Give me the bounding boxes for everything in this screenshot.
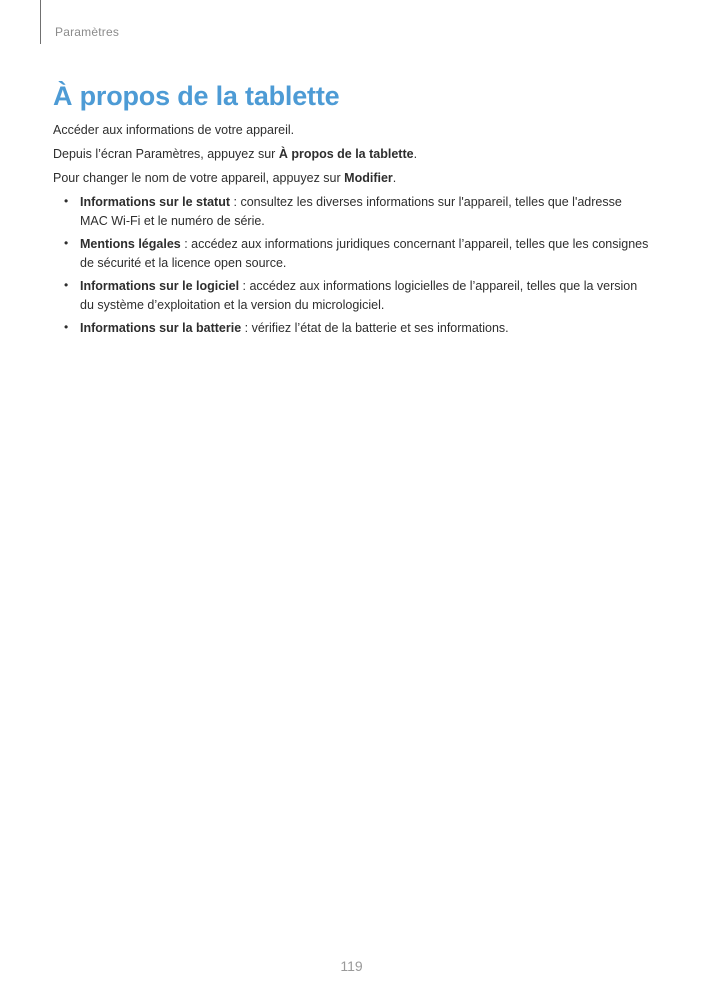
list-item bbox=[53, 319, 653, 338]
paragraph-text: . bbox=[413, 147, 418, 161]
page-number: 119 bbox=[340, 958, 363, 974]
chapter-divider-rule bbox=[40, 0, 41, 44]
paragraph-bold-term: Modifier bbox=[344, 171, 393, 185]
list-item-description: : accédez aux informations juridiques concernant l’appareil, telles que les consignes de sécurité et la licence open source. bbox=[80, 237, 649, 270]
running-header-chapter: Paramètres bbox=[55, 25, 120, 39]
intro-paragraph bbox=[53, 121, 653, 140]
paragraph-text: Accéder aux informations de votre appareil. bbox=[53, 123, 295, 137]
paragraph-text: . bbox=[392, 171, 397, 185]
page-content bbox=[53, 0, 653, 342]
intro-paragraph bbox=[53, 169, 653, 188]
bullet-icon: • bbox=[64, 236, 69, 250]
list-item bbox=[53, 193, 653, 231]
section-title: À propos de la tablette bbox=[53, 81, 340, 111]
bullet-icon: • bbox=[64, 194, 69, 208]
list-item bbox=[53, 277, 653, 315]
list-item-term: Informations sur le logiciel bbox=[80, 279, 240, 293]
list-item-description: : accédez aux informations logicielles de l’appareil, telles que la version du système d’exploitation et la version du micrologiciel. bbox=[80, 279, 638, 312]
list-item-term: Informations sur le statut bbox=[80, 195, 231, 209]
paragraph-bold-term: À propos de la tablette bbox=[278, 147, 414, 161]
list-item-description: : consultez les diverses informations sur l'appareil, telles que l'adresse MAC Wi-Fi et le numéro de série. bbox=[80, 195, 622, 228]
bullet-icon: • bbox=[64, 278, 69, 292]
bullet-icon: • bbox=[64, 320, 69, 334]
list-item-term: Mentions légales bbox=[80, 237, 181, 251]
list-item bbox=[53, 235, 653, 273]
settings-topic-list bbox=[53, 193, 653, 338]
list-item-description: : vérifiez l’état de la batterie et ses informations. bbox=[241, 321, 509, 335]
intro-paragraph bbox=[53, 145, 653, 164]
paragraph-text: Depuis l’écran Paramètres, appuyez sur bbox=[53, 147, 279, 161]
list-item-term: Informations sur la batterie bbox=[80, 321, 242, 335]
paragraph-text: Pour changer le nom de votre appareil, appuyez sur bbox=[53, 171, 345, 185]
